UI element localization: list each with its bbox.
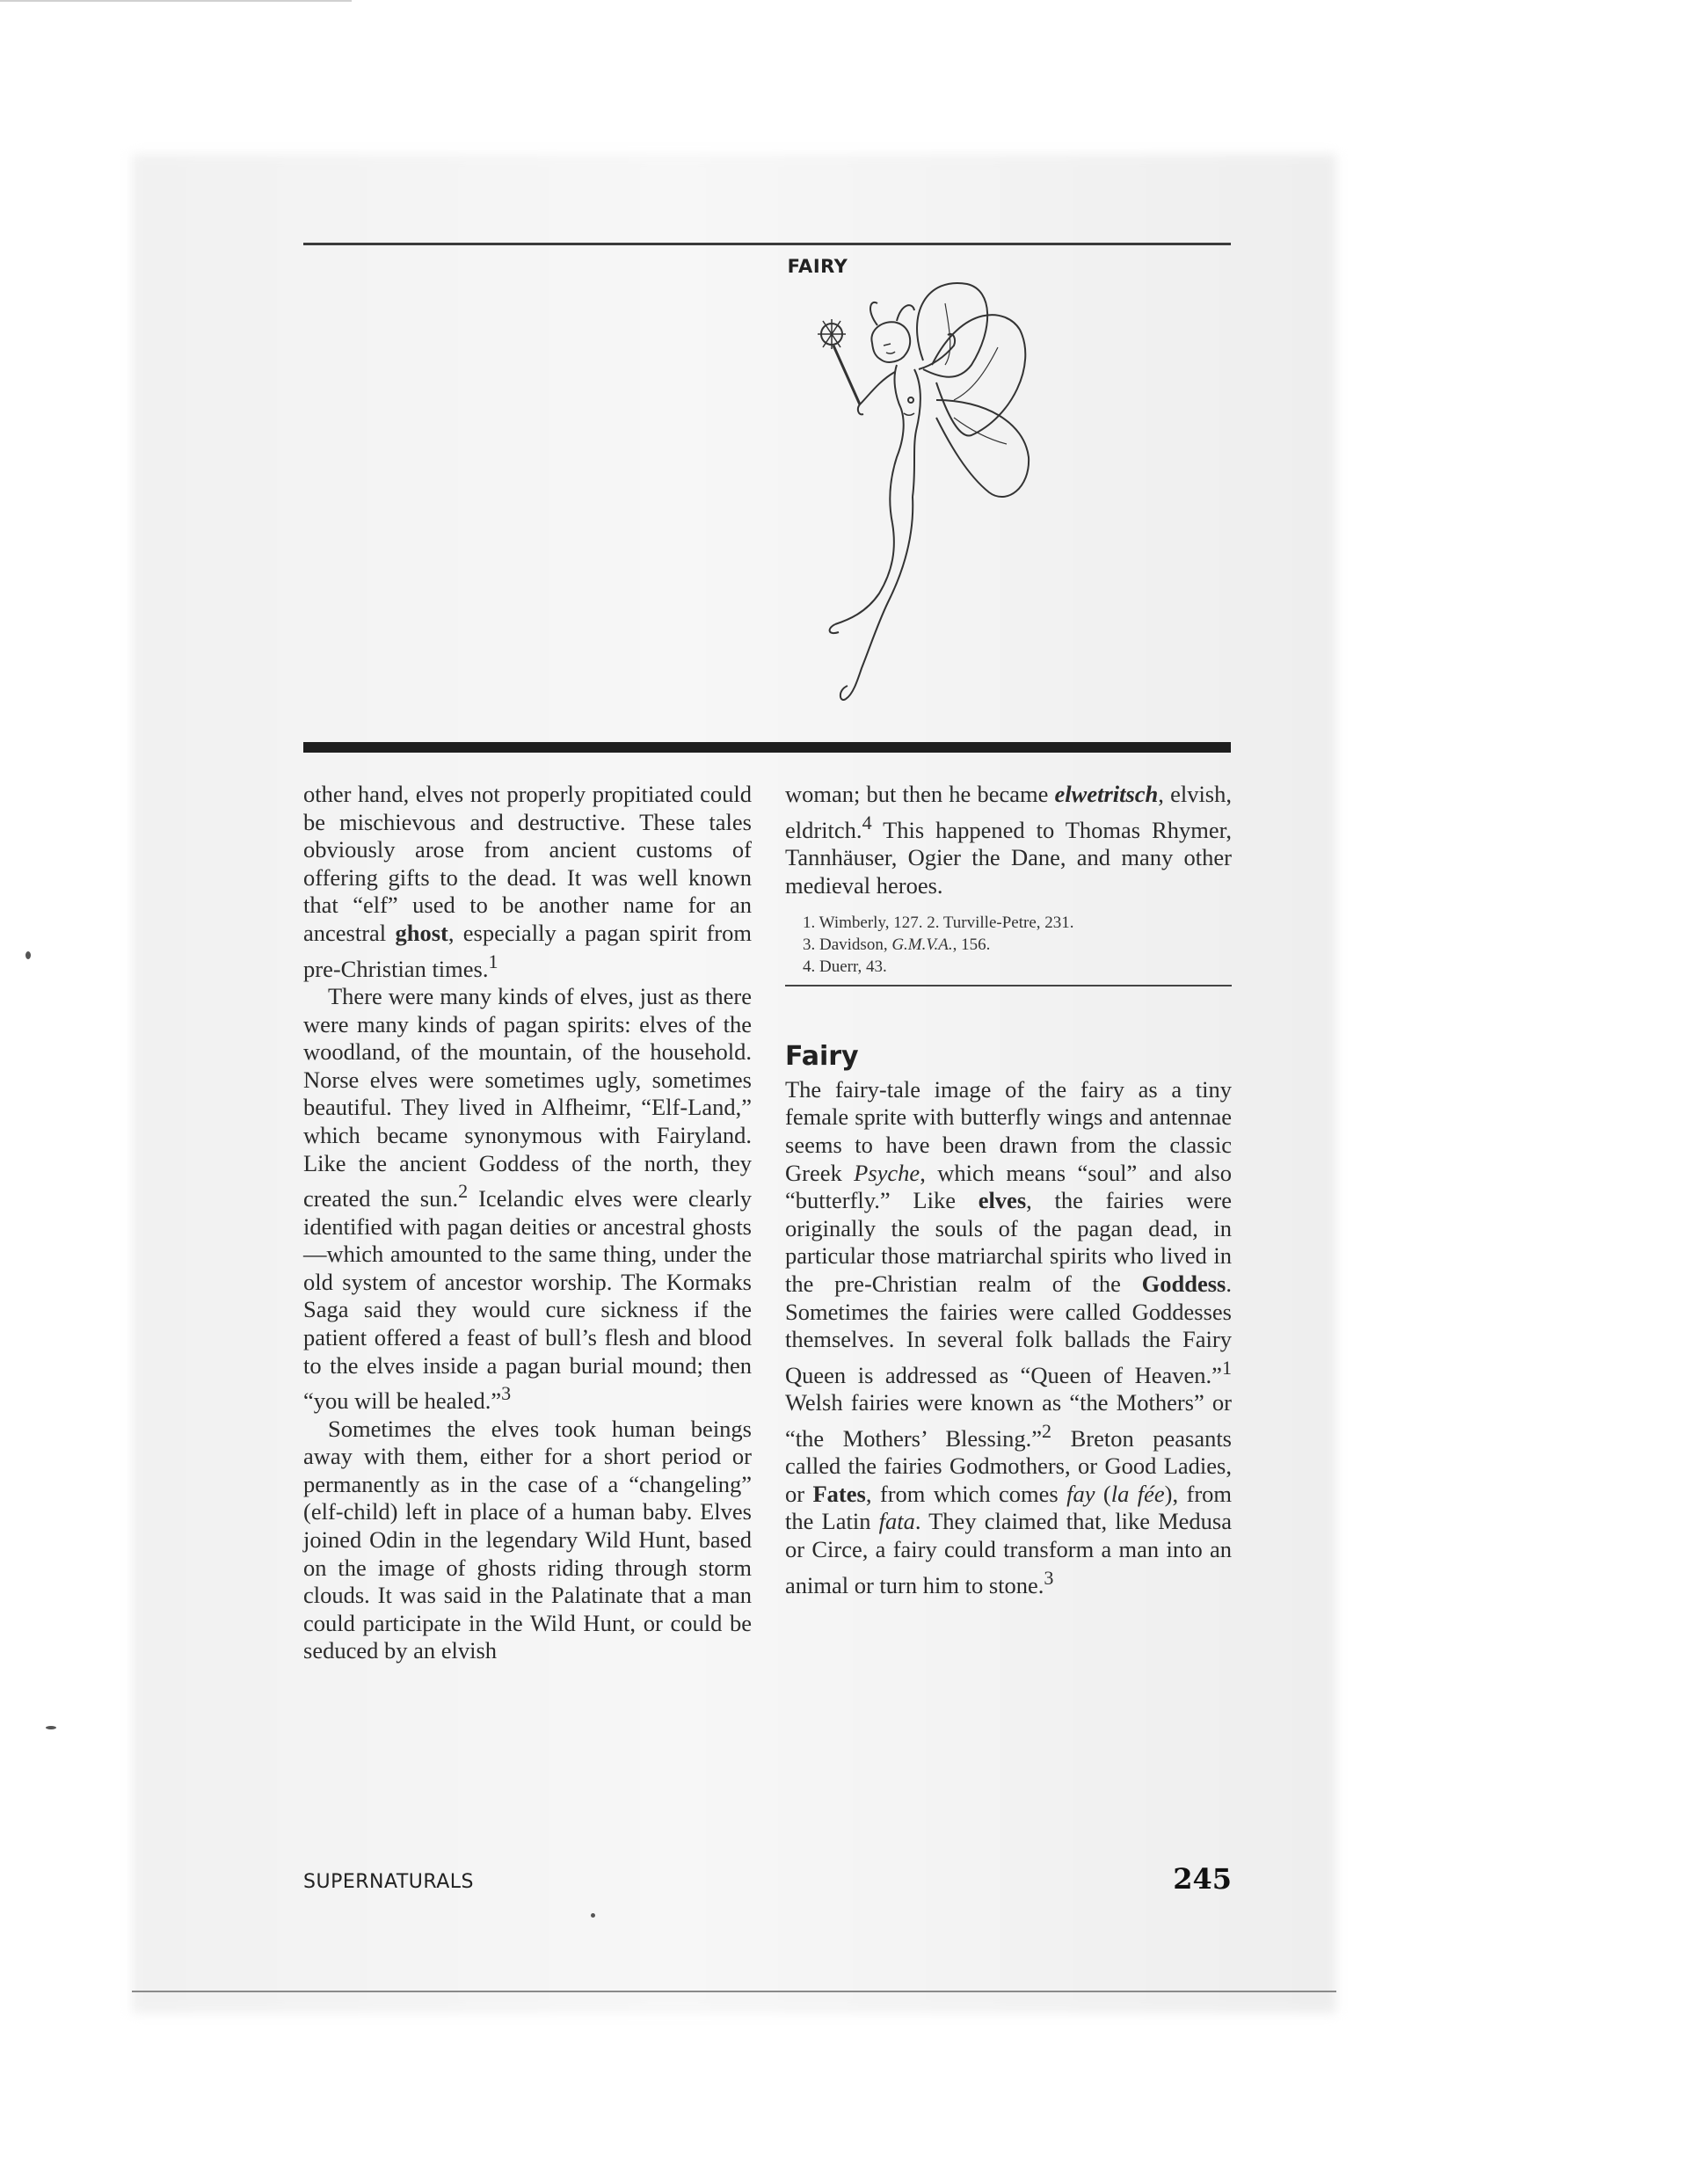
term-elwetritsch: elwetritsch (1054, 781, 1159, 807)
footnote-ref: 4 (862, 811, 872, 834)
text-span: , especially a pagan spirit from pre-Christian times. (303, 919, 752, 982)
footnote-ref: 1 (1221, 1356, 1232, 1379)
text-span: , the fairies were originally the souls of the pagan dead, in particular those matriarchal spirits who lived in the pre-Christian realm of the (785, 1187, 1232, 1297)
text-span: G.M.V.A. (891, 935, 953, 955)
scan-speck (46, 1726, 56, 1729)
page-number: 245 (1173, 1862, 1232, 1896)
cross-reference-ghost: ghost (395, 919, 448, 946)
footnotes (785, 912, 1232, 978)
text-span: , 156. (952, 935, 991, 955)
text-span: ( (1095, 1480, 1111, 1507)
term-fata: fata (878, 1508, 915, 1535)
fairy-illustration (774, 268, 1090, 708)
left-paragraph-1 (303, 781, 752, 983)
scan-edge-line (0, 0, 352, 2)
footnote-line-1: 1. Wimberly, 127. 2. Turville-Petre, 231. (803, 914, 1074, 933)
scan-speck (25, 951, 31, 959)
left-paragraph-3: Sometimes the elves took human beings away with them, either for a short period or permanently as in the case of a “changeling” (elf-child) left in place of a human baby. Elves joined Odin in the legendary Wild Hunt, based on the image of ghosts riding through storm clouds. It was said in the Palatinate that a man could participate in the Wild Hunt, or could be seduced by an elvish (303, 1415, 752, 1664)
text-span: 3. Davidson, (803, 935, 892, 955)
text-span: other hand, elves not properly propitiated could be mischievous and destructive. These tales obviously arose from ancient customs of offering gifts to the dead. It was well known that “elf” used to be another name for an ancestral (303, 781, 752, 946)
section-divider-thick (303, 742, 1231, 753)
footnote-ref: 1 (488, 950, 498, 972)
left-column (303, 781, 752, 1665)
text-span: Breton peasants called the fairies Godmothers, or Good Ladies, or (785, 1424, 1232, 1507)
top-rule (303, 243, 1231, 245)
cross-reference-fates: Fates (812, 1480, 866, 1507)
text-span: woman; but then he became (785, 781, 1055, 807)
footnotes-rule (785, 985, 1232, 986)
text-span: , elvish, eldritch. (785, 781, 1232, 843)
text-span: , which means “soul” and also “butterfly.” Like (785, 1159, 1232, 1214)
cross-reference-elves: elves (978, 1187, 1027, 1214)
right-column (785, 781, 1232, 1599)
text-span: This happened to Thomas Rhymer, Tannhäuser, Ogier the Dane, and many other medieval heroes. (785, 816, 1232, 899)
left-paragraph-2 (303, 983, 752, 1416)
term-psyche: Psyche (854, 1159, 920, 1186)
footnote-ref: 3 (1044, 1566, 1054, 1589)
term-la-fee: la fée (1110, 1480, 1165, 1507)
text-span: . Sometimes the fairies were called Goddesses themselves. In several folk ballads the Fairy Queen is addressed as “Queen of Heaven.” (785, 1270, 1232, 1388)
text-span: . They claimed that, like Medusa or Circe, a fairy could transform a man into an animal or turn him to stone. (785, 1508, 1232, 1598)
scan-speck (591, 1913, 595, 1918)
footnote-line-3: 4. Duerr, 43. (803, 957, 887, 977)
fairy-wand (818, 319, 860, 404)
fairy-figure (830, 302, 955, 700)
scan-bottom-edge (132, 1991, 1336, 1992)
running-footer-section: SUPERNATURALS (303, 1871, 475, 1893)
text-span: Welsh fairies were known as “the Mothers” or “the Mothers’ Blessing.” (785, 1389, 1232, 1452)
figure-caption: FAIRY (787, 256, 848, 277)
entry-heading: Fairy (785, 1041, 859, 1073)
footnote-line-2 (803, 934, 1232, 956)
footnote-ref: 3 (501, 1382, 512, 1405)
term-fay: fay (1066, 1480, 1095, 1507)
text-span: The fairy-tale image of the fairy as a tiny female sprite with butterfly wings and antennae seems to have been drawn from the classic Greek (785, 1075, 1232, 1186)
text-span: ), from the Latin (785, 1480, 1233, 1535)
fairy-wings (917, 283, 1029, 497)
fairy-entry-paragraph (785, 1076, 1232, 1599)
cross-reference-goddess: Goddess (1141, 1270, 1226, 1297)
footnote-ref: 2 (458, 1180, 469, 1203)
text-span: , from which comes (865, 1480, 1067, 1507)
text-span: There were many kinds of elves, just as there were many kinds of pagan spirits: elves of the woodland, of the mountain, of the household. Norse elves were sometimes ugly, sometimes beautiful. They lived in Alfheimr, “Elf-Land,” which became synonymous with Fairyland. Like the ancient Goddess of the north, they created the sun. (303, 982, 752, 1212)
right-continuation-paragraph (785, 781, 1232, 899)
footnote-ref: 2 (1042, 1419, 1052, 1442)
text-span: Icelandic elves were clearly identified with pagan deities or ancestral ghosts—which amounted to the same thing, under the old system of ancestor worship. The Kormaks Saga said they would cure sickness if the patient offered a feast of bull’s flesh and blood to the elves inside a pagan burial mound; then “you will be healed.” (303, 1184, 752, 1414)
